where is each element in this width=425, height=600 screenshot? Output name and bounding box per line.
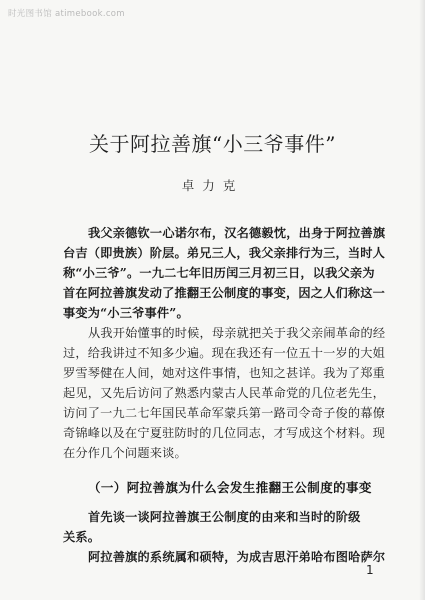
paragraph-2-line-5: 访问了一九二七年国民革命军蒙兵第一路司令奇子俊的幕僚 <box>63 406 386 420</box>
page-edge-shadow <box>419 0 425 600</box>
paragraph-2-line-6: 奇锦峰以及在宁夏驻防时的几位同志，才写成这个材料。现 <box>63 426 386 440</box>
paragraph-2-line-2: 过，给我讲过不知多少遍。现在我还有一位五十一岁的大姐 <box>63 346 386 360</box>
article-title: 关于阿拉善旗“小三爷事件” <box>89 132 336 156</box>
section-paragraph-1-line-2: 关系。 <box>63 530 101 544</box>
paragraph-2-line-4: 起见，又先后访问了熟悉内蒙古人民革命党的几位老先生， <box>63 386 386 400</box>
section-heading: （一）阿拉善旗为什么会发生推翻王公制度的事变 <box>88 480 372 495</box>
paragraph-2-line-7: 在分作几个问题来谈。 <box>63 446 187 460</box>
author-name: 卓力克 <box>181 178 244 193</box>
page-number: 1 <box>366 563 374 577</box>
paragraph-1-line-1: 我父亲德钦一心诺尔布，汉名德毅忱，出身于阿拉善旗 <box>88 226 386 240</box>
section-paragraph-1-line-1: 首先谈一谈阿拉善旗王公制度的由来和当时的阶级 <box>88 510 361 524</box>
paragraph-2-line-3: 罗雪琴健在人间，她对这件事情，也知之甚详。我为了郑重 <box>63 366 386 380</box>
paragraph-1-line-5: 事变为“小三爷事件”。 <box>63 306 189 320</box>
section-paragraph-2-line-1: 阿拉善旗的系统属和硕特，为成吉思汗弟哈布图哈萨尔 <box>88 550 386 564</box>
paragraph-1-line-2: 台吉（即贵族）阶层。弟兄三人，我父亲排行为三，当时人 <box>63 246 386 260</box>
watermark-text: 时光图书馆 atimebook.com <box>8 9 125 19</box>
paragraph-1-line-4: 首在阿拉善旗发动了推翻王公制度的事变，因之人们称这一 <box>63 286 386 300</box>
paragraph-2-line-1: 从我开始懂事的时候，母亲就把关于我父亲闹革命的经 <box>88 326 386 340</box>
paragraph-1-line-3: 称“小三爷”。一九二七年旧历闰三月初三日，以我父亲为 <box>63 266 375 280</box>
